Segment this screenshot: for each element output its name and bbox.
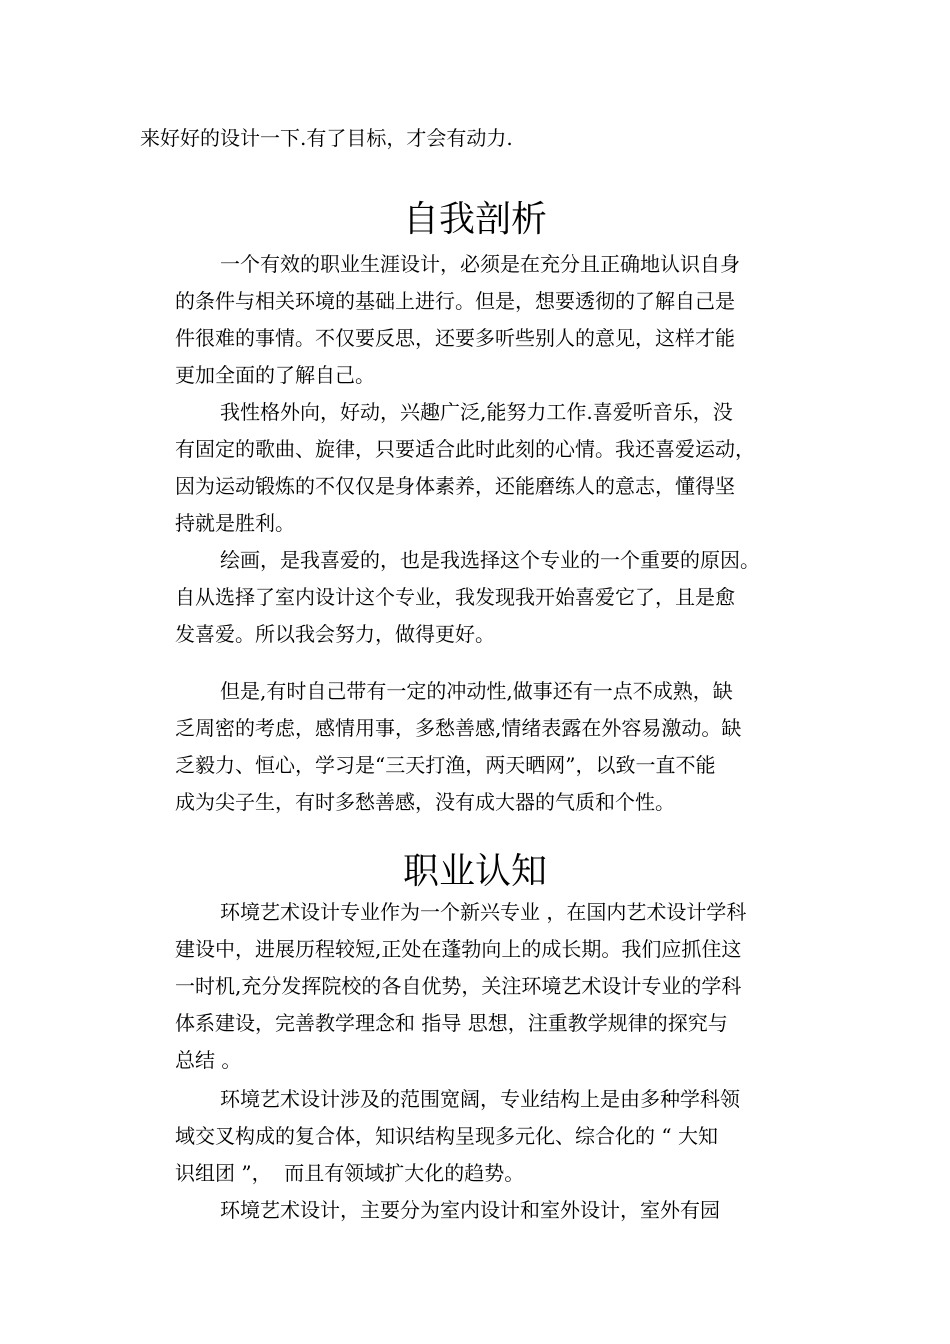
paragraph-line: 总结 。 — [175, 1048, 242, 1072]
paragraph-line: 环境艺术设计，主要分为室内设计和室外设计，室外有园 — [220, 1198, 720, 1222]
paragraph-line: 成为尖子生，有时多愁善感，没有成大器的气质和个性。 — [175, 790, 675, 814]
paragraph-line: 发喜爱。所以我会努力，做得更好。 — [175, 622, 495, 646]
intro-line: 来好好的设计一下.有了目标，才会有动力. — [140, 126, 513, 150]
paragraph-line: 识组团 ”， 而且有领域扩大化的趋势。 — [175, 1161, 525, 1185]
paragraph-line: 乏周密的考虑，感情用事，多愁善感,情绪表露在外容易激动。缺 — [175, 716, 742, 740]
paragraph-line: 绘画，是我喜爱的，也是我选择这个专业的一个重要的原因。 — [220, 548, 760, 572]
section-heading-self-analysis: 自我剖析 — [402, 199, 547, 240]
paragraph-line: 件很难的事情。不仅要反思，还要多听些别人的意见，这样才能 — [175, 326, 735, 350]
paragraph-line: 自从选择了室内设计这个专业，我发现我开始喜爱它了，且是愈 — [175, 585, 735, 609]
paragraph-line: 环境艺术设计专业作为一个新兴专业 ，在国内艺术设计学科 — [220, 900, 747, 924]
paragraph-line: 有固定的歌曲、旋律，只要适合此时此刻的心情。我还喜爱运动， — [175, 437, 755, 461]
paragraph-line: 一个有效的职业生涯设计，必须是在充分且正确地认识自身 — [220, 252, 740, 276]
paragraph-line: 乏毅力、恒心，学习是“三天打渔，两天晒网”，以致一直不能 — [175, 753, 716, 777]
paragraph-line: 我性格外向，好动，兴趣广泛,能努力工作.喜爱听音乐，没 — [220, 400, 733, 424]
paragraph-line: 持就是胜利。 — [175, 511, 295, 535]
paragraph-line: 因为运动锻炼的不仅仅是身体素养，还能磨练人的意志，懂得坚 — [175, 474, 735, 498]
paragraph-line: 体系建设，完善教学理念和 指导 思想，注重教学规律的探究与 — [175, 1011, 728, 1035]
paragraph-line: 建设中，进展历程较短,正处在蓬勃向上的成长期。我们应抓住这 — [175, 937, 742, 961]
paragraph-line: 更加全面的了解自己。 — [175, 363, 375, 387]
paragraph-line: 但是,有时自己带有一定的冲动性,做事还有一点不成熟，缺 — [220, 679, 733, 703]
paragraph-line: 域交叉构成的复合体，知识结构呈现多元化、综合化的 “ 大知 — [175, 1124, 718, 1148]
paragraph-line: 环境艺术设计涉及的范围宽阔，专业结构上是由多种学科领 — [220, 1087, 740, 1111]
paragraph-line: 的条件与相关环境的基础上进行。但是，想要透彻的了解自己是 — [175, 289, 735, 313]
section-heading-career-cognition: 职业认知 — [402, 851, 547, 892]
paragraph-line: 一时机,充分发挥院校的各自优势，关注环境艺术设计专业的学科 — [175, 974, 742, 998]
